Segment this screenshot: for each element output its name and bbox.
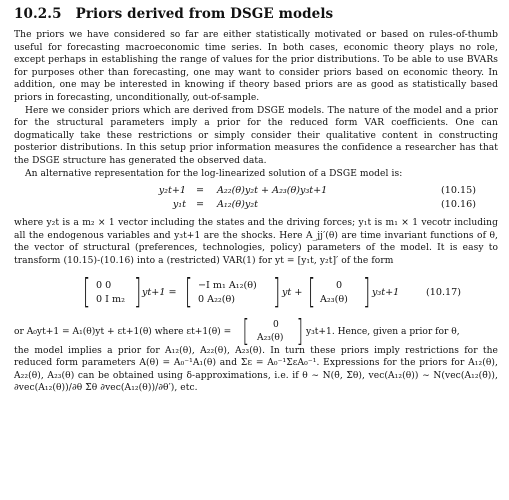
y-next: yt+1 = xyxy=(142,286,177,298)
right-bracket: ] xyxy=(272,271,281,312)
right-bracket: ] xyxy=(362,271,371,312)
left-bracket: [ xyxy=(82,271,91,312)
equation-10-15 xyxy=(14,185,498,199)
eq-tag: (10.15) xyxy=(441,185,476,197)
left-bracket: [ xyxy=(307,271,316,312)
eq-tag: (10.17) xyxy=(426,286,461,298)
y-t: yt + xyxy=(282,286,303,298)
matrix1-row2: 0 I m₂ xyxy=(96,293,125,305)
section-number: 10.2.5 xyxy=(14,6,62,22)
paragraph-6: the model implies a prior for A₁₂(θ), A₂₂(θ), A₂₃(θ). In turn these priors imply restrictions for the reduced form parameters A(θ) = A₀⁻¹A₁(θ) and Σε = A₀⁻¹ΣεA₀⁻¹. Expressions for the priors for A₁₂(θ), A₂₂(θ), A₂₃(θ) can be obtained using δ-approximations, i.e. if θ ∼ N(θ̄, Σ̄θ), vec(A₁₂(θ)) ∼ N(vec(A₁₂(θ̄)), ∂vec(A₁₂(θ))/∂θ Σ̄θ ∂vec(A₁₂(θ))/∂θ′), etc. xyxy=(14,345,498,394)
eq-sign: = xyxy=(196,199,205,211)
matrix-equation-10-17 xyxy=(14,273,498,315)
equation-10-16 xyxy=(14,199,498,213)
section-heading xyxy=(14,6,498,22)
paragraph-5-start: or A₀yt+1 = A₁(θ)yt + εt+1(θ) where εt+1(θ) = xyxy=(14,326,232,337)
paragraph-2: Here we consider priors which are derived from DSGE models. The nature of the model and a prior for the structural parameters imply a prior for the reduced form VAR coefficients. One can dogmatically take these restrictions or simply consider their qualitative content in constructing posterior distributions. In this setup prior information measures the confidence a researcher has that the DSGE structure has generated the observed data. xyxy=(14,105,498,166)
right-bracket: ] xyxy=(133,271,142,312)
eq-rhs: A₂₂(θ)y₂t + A₂₃(θ)y₃t+1 xyxy=(217,185,328,197)
matrix3-row2: A₂₃(θ) xyxy=(320,293,348,305)
eq-tag: (10.16) xyxy=(441,199,476,211)
eq-rhs: A₁₂(θ)y₂t xyxy=(217,199,259,211)
page xyxy=(14,6,498,395)
vector-row1: 0 xyxy=(273,319,279,330)
paragraph-5 xyxy=(14,313,498,349)
right-bracket: ] xyxy=(296,313,304,349)
left-bracket: [ xyxy=(242,313,250,349)
paragraph-1: The priors we have considered so far are either statistically motivated or based on rules-of-thumb useful for forecasting macroeconomic time series. In both cases, economic theory plays no role, except perhaps in establishing the range of values for the prior distributions. To be able to use BVARs for purposes other than forecasting, one may want to consider priors based on economic theory. In addition, one may be interested in knowing if theory based priors are as good as statistically based priors in forecasting, unconditionally, out-of-sample. xyxy=(14,30,498,103)
matrix2-row2: 0 A₂₂(θ) xyxy=(198,293,236,305)
eq-lhs: y₁t xyxy=(172,199,186,211)
matrix2-row1: −I m₁ A₁₂(θ) xyxy=(198,279,257,291)
paragraph-4: where y₂t is a m₂ × 1 vector including the states and the driving forces; y₁t is m₁ × 1 vecotr including all the endogenous variables and y₃t+1 are the shocks. Here A_jj′(θ) are time invariant functions of θ, the vector of structural (preferences, technologies, policy) parameters of the model. It is easy to transform (10.15)-(10.16) into a (restricted) VAR(1) for yt = [y₁t, y₂t]′ of the form xyxy=(14,218,498,266)
paragraph-3: An alternative representation for the log-linearized solution of a DSGE model is: xyxy=(25,168,403,179)
eq-lhs: y₂t+1 xyxy=(158,185,186,197)
section-title: Priors derived from DSGE models xyxy=(75,6,334,22)
eq-sign: = xyxy=(196,185,205,197)
vector-row2: A₂₃(θ) xyxy=(257,332,284,343)
paragraph-5-end: y₃t+1. Hence, given a prior for θ, xyxy=(306,326,460,337)
y-3: y₃t+1 xyxy=(372,286,400,298)
matrix3-row1: 0 xyxy=(336,279,343,291)
matrix1-row1: 0 0 xyxy=(96,279,112,291)
left-bracket: [ xyxy=(184,271,193,312)
equation-block-1 xyxy=(14,185,498,213)
